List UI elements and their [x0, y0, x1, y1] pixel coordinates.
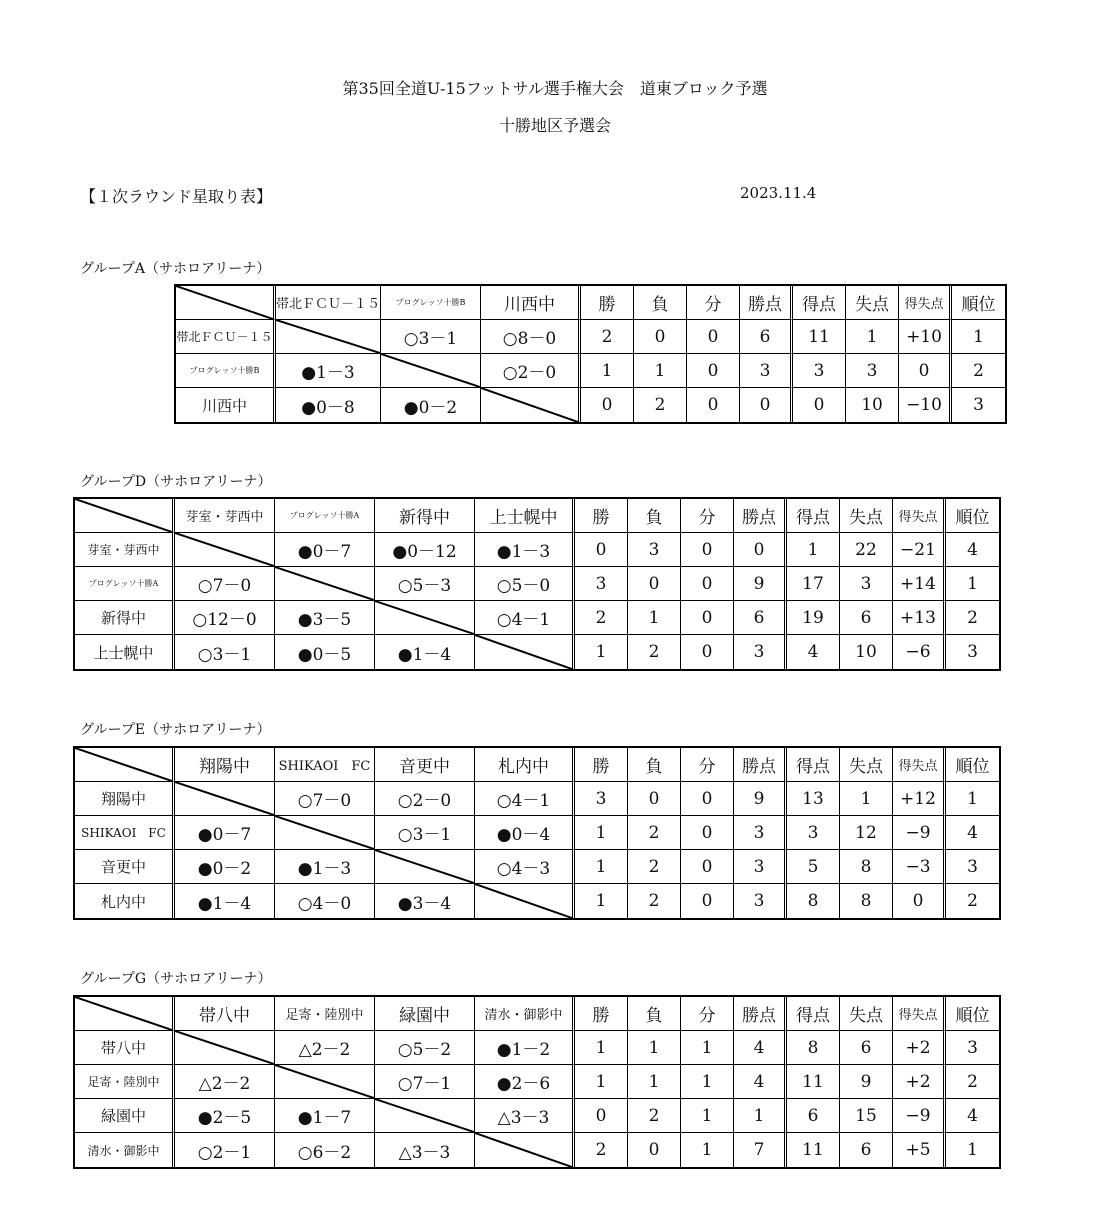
stat-value: 0 — [899, 354, 952, 388]
table-header-row — [176, 286, 1005, 320]
match-result: ○2－0 — [375, 782, 475, 816]
stat-header: 勝点 — [734, 748, 787, 782]
match-result: ●0－12 — [375, 533, 475, 567]
stat-value: 0 — [681, 533, 734, 567]
match-result: ●1－3 — [275, 850, 375, 884]
match-result: ○7－1 — [375, 1065, 475, 1099]
stat-header: 分 — [681, 499, 734, 533]
table-row — [75, 533, 999, 567]
tournament-title: 第35回全道U-15フットサル選手権大会 道東ブロック予選 — [342, 79, 768, 98]
stat-value: 0 — [634, 320, 687, 354]
stat-value: 1 — [946, 782, 999, 816]
stat-value: 3 — [846, 354, 899, 388]
stat-value: 3 — [734, 850, 787, 884]
match-result: ○4－1 — [475, 782, 575, 816]
stat-value: 1 — [946, 567, 999, 601]
row-team-name: 新得中 — [75, 601, 175, 635]
corner-diagonal-cell — [176, 286, 276, 320]
stat-value: 6 — [840, 1031, 893, 1065]
stat-value: 2 — [628, 1099, 681, 1133]
stat-value: 1 — [581, 354, 634, 388]
match-result: △2－2 — [275, 1031, 375, 1065]
stat-value: 0 — [681, 567, 734, 601]
header-team-name: 札内中 — [475, 748, 575, 782]
stat-header: 負 — [628, 748, 681, 782]
stat-value: 8 — [840, 884, 893, 918]
stat-header: 分 — [681, 748, 734, 782]
self-match-diagonal-cell — [475, 635, 575, 669]
group-label: グループE（サホロアリーナ） — [80, 722, 271, 738]
stat-value: 3 — [973, 395, 984, 415]
stat-value: 10 — [840, 635, 893, 669]
row-team-name: 札内中 — [75, 884, 175, 918]
table-header-row — [75, 997, 999, 1031]
match-result: ○12－0 — [175, 601, 275, 635]
header-team-name: 帯八中 — [175, 997, 275, 1031]
self-match-diagonal-cell — [175, 533, 275, 567]
self-match-diagonal-cell — [475, 1133, 575, 1167]
table-row — [176, 320, 1005, 354]
stat-header: 得点 — [787, 499, 840, 533]
match-result: ●0－2 — [175, 850, 275, 884]
match-result: ○7－0 — [175, 567, 275, 601]
stat-value: 2 — [581, 320, 634, 354]
stat-value: 0 — [687, 354, 740, 388]
self-match-diagonal-cell — [175, 1031, 275, 1065]
stat-value: 1 — [681, 1031, 734, 1065]
row-team-name: プログレッソ十勝A — [75, 567, 175, 601]
match-result: ○4－0 — [275, 884, 375, 918]
stat-value: 0 — [575, 533, 628, 567]
stat-value: 2 — [952, 354, 1005, 388]
self-match-diagonal-cell — [381, 354, 481, 388]
stat-value: +2 — [893, 1031, 946, 1065]
stat-value: −10 — [899, 388, 952, 422]
header-team-name: 帯北ＦＣＵ－１５ — [276, 286, 381, 320]
match-result: ●0－7 — [175, 816, 275, 850]
stat-value: 0 — [793, 388, 846, 422]
tournament-subtitle: 十勝地区予選会 — [498, 116, 611, 135]
self-match-diagonal-cell — [275, 816, 375, 850]
match-result: ●1－7 — [275, 1099, 375, 1133]
stat-value: 8 — [787, 884, 840, 918]
match-result: ●1－4 — [375, 635, 475, 669]
match-result: ○6－2 — [275, 1133, 375, 1167]
stat-value: 2 — [946, 601, 999, 635]
stat-value: 3 — [575, 782, 628, 816]
header-team-name: 川西中 — [481, 286, 581, 320]
standings-table — [73, 497, 1001, 671]
stat-value: 0 — [581, 388, 634, 422]
row-team-name: 帯八中 — [75, 1031, 175, 1065]
stat-header: 勝 — [581, 286, 634, 320]
stat-value: 6 — [840, 601, 893, 635]
row-team-name: 音更中 — [75, 850, 175, 884]
stat-value: 0 — [893, 884, 946, 918]
table-row — [75, 850, 999, 884]
stat-value: 0 — [628, 1133, 681, 1167]
table-row — [75, 816, 999, 850]
stat-value: 0 — [575, 1099, 628, 1133]
stat-header: 得失点 — [899, 286, 952, 320]
header-team-name: 音更中 — [375, 748, 475, 782]
stat-value: 4 — [734, 1031, 787, 1065]
stat-value: 3 — [575, 567, 628, 601]
header-team-name: プログレッソ十勝A — [275, 499, 375, 533]
match-result: ●1－3 — [276, 354, 381, 388]
stat-value: 1 — [681, 1099, 734, 1133]
group-label: グループG（サホロアリーナ） — [80, 971, 272, 987]
stat-value: 8 — [787, 1031, 840, 1065]
stat-value: 1 — [967, 1140, 978, 1160]
stat-value: 0 — [681, 601, 734, 635]
standings-table — [73, 995, 1001, 1169]
stat-value: 0 — [628, 782, 681, 816]
stat-value: 2 — [946, 1065, 999, 1099]
table-header-row — [75, 748, 999, 782]
stat-value: 1 — [681, 1065, 734, 1099]
stat-value: 6 — [840, 1133, 893, 1167]
standings-table — [174, 284, 1007, 424]
stat-header: 順位 — [946, 997, 999, 1031]
stat-value: 9 — [734, 782, 787, 816]
stat-value: 11 — [787, 1065, 840, 1099]
stat-value: 3 — [793, 354, 846, 388]
header-team-name: 清水・御影中 — [475, 997, 575, 1031]
stat-header: 失点 — [846, 286, 899, 320]
stat-value: −6 — [893, 635, 946, 669]
stat-value: 3 — [946, 1031, 999, 1065]
corner-diagonal-cell — [75, 997, 175, 1031]
row-team-name: 清水・御影中 — [75, 1133, 175, 1167]
match-result: △3－3 — [375, 1133, 475, 1167]
stat-value: 3 — [967, 642, 978, 662]
stat-value: 1 — [575, 884, 628, 918]
corner-diagonal-cell — [75, 499, 175, 533]
match-result: ○2－0 — [481, 354, 581, 388]
match-result: ○8－0 — [481, 320, 581, 354]
stat-value: 0 — [687, 320, 740, 354]
group-label: グループA（サホロアリーナ） — [80, 261, 271, 277]
match-result: ●3－4 — [375, 884, 475, 918]
stat-value: 0 — [628, 567, 681, 601]
stat-header: 順位 — [946, 748, 999, 782]
stat-value: 5 — [787, 850, 840, 884]
stat-value: +14 — [893, 567, 946, 601]
stat-header: 負 — [628, 997, 681, 1031]
stat-header: 勝 — [575, 748, 628, 782]
stat-value: 8 — [840, 850, 893, 884]
stat-header: 勝点 — [734, 499, 787, 533]
self-match-diagonal-cell — [275, 1065, 375, 1099]
stat-value: 0 — [681, 884, 734, 918]
stat-value: 11 — [787, 1133, 840, 1167]
stat-value: −21 — [893, 533, 946, 567]
stat-value: +10 — [899, 320, 952, 354]
stat-value: 0 — [734, 533, 787, 567]
stat-value: 3 — [787, 816, 840, 850]
stat-value: 1 — [628, 601, 681, 635]
stat-value: 0 — [681, 782, 734, 816]
table-row — [75, 884, 999, 918]
stat-value: 1 — [575, 816, 628, 850]
stat-value: 0 — [687, 388, 740, 422]
stat-header: 勝点 — [734, 997, 787, 1031]
stat-header: 分 — [681, 997, 734, 1031]
header-team-name: 上士幌中 — [475, 499, 575, 533]
table-row — [176, 354, 1005, 388]
stat-value: 0 — [740, 388, 793, 422]
stat-value: 10 — [846, 388, 899, 422]
header-team-name: 緑園中 — [375, 997, 475, 1031]
row-team-name: 川西中 — [176, 388, 276, 422]
stat-value: 11 — [793, 320, 846, 354]
row-team-name: 緑園中 — [75, 1099, 175, 1133]
stat-value: 0 — [681, 850, 734, 884]
match-result: ●0－8 — [276, 388, 381, 422]
row-team-name: 翔陽中 — [75, 782, 175, 816]
stat-value: +2 — [893, 1065, 946, 1099]
stat-header: 順位 — [946, 499, 999, 533]
stat-value: +5 — [893, 1133, 946, 1167]
header-team-name: 足寄・陸別中 — [275, 997, 375, 1031]
stat-value: 1 — [628, 1031, 681, 1065]
match-result: ○5－3 — [375, 567, 475, 601]
stat-value: 1 — [840, 782, 893, 816]
match-result: ●0－5 — [275, 635, 375, 669]
stat-value: 22 — [840, 533, 893, 567]
stat-value: −3 — [893, 850, 946, 884]
stat-header: 分 — [687, 286, 740, 320]
stat-value: 9 — [734, 567, 787, 601]
stat-header: 勝 — [575, 997, 628, 1031]
stat-header: 失点 — [840, 748, 893, 782]
stat-header: 負 — [634, 286, 687, 320]
stat-value: 6 — [740, 320, 793, 354]
corner-diagonal-cell — [75, 748, 175, 782]
self-match-diagonal-cell — [475, 884, 575, 918]
stat-value: 0 — [681, 816, 734, 850]
table-row — [176, 388, 1005, 422]
stat-value: 3 — [946, 850, 999, 884]
stat-value: +13 — [893, 601, 946, 635]
stat-value: 2 — [575, 1133, 628, 1167]
stat-header: 負 — [628, 499, 681, 533]
table-row — [75, 567, 999, 601]
stat-value: 9 — [840, 1065, 893, 1099]
match-result: ●1－3 — [475, 533, 575, 567]
stat-header: 得点 — [787, 997, 840, 1031]
match-result: ●0－4 — [475, 816, 575, 850]
match-result: ○4－3 — [475, 850, 575, 884]
stat-value: 19 — [787, 601, 840, 635]
match-result: △3－3 — [475, 1099, 575, 1133]
table-row — [75, 635, 999, 669]
stat-header: 得失点 — [893, 748, 946, 782]
match-result: ○4－1 — [475, 601, 575, 635]
match-result: ○3－1 — [175, 635, 275, 669]
stat-header: 失点 — [840, 997, 893, 1031]
header-team-name: プログレッソ十勝B — [381, 286, 481, 320]
stat-value: 1 — [634, 354, 687, 388]
stat-value: 3 — [734, 816, 787, 850]
stat-value: −9 — [893, 1099, 946, 1133]
stat-value: 4 — [946, 816, 999, 850]
self-match-diagonal-cell — [375, 850, 475, 884]
match-result: ○3－1 — [375, 816, 475, 850]
stat-value: 2 — [628, 635, 681, 669]
table-row — [75, 1031, 999, 1065]
row-team-name: 芽室・芽西中 — [75, 533, 175, 567]
header-team-name: 翔陽中 — [175, 748, 275, 782]
match-result: ●2－5 — [175, 1099, 275, 1133]
stat-value: 1 — [952, 320, 1005, 354]
stat-value: 1 — [846, 320, 899, 354]
row-team-name: 足寄・陸別中 — [75, 1065, 175, 1099]
event-date: 2023.11.4 — [740, 184, 817, 202]
match-result: ●1－2 — [475, 1031, 575, 1065]
match-result: ●0－2 — [381, 388, 481, 422]
stat-value: 4 — [734, 1065, 787, 1099]
table-row — [75, 1099, 999, 1133]
group-label: グループD（サホロアリーナ） — [80, 474, 272, 490]
stat-value: 4 — [787, 635, 840, 669]
stat-value: 6 — [787, 1099, 840, 1133]
stat-value: 1 — [575, 635, 628, 669]
stat-value: 2 — [967, 891, 978, 911]
stat-value: 1 — [628, 1065, 681, 1099]
stat-value: 13 — [787, 782, 840, 816]
header-team-name: SHIKAOI FC — [275, 748, 375, 782]
stat-value: 2 — [628, 884, 681, 918]
match-result: ○5－0 — [475, 567, 575, 601]
stat-value: 1 — [575, 1065, 628, 1099]
stat-value: 7 — [734, 1133, 787, 1167]
row-team-name: SHIKAOI FC — [75, 816, 175, 850]
table-row — [75, 1065, 999, 1099]
match-result: ●1－4 — [175, 884, 275, 918]
stat-value: 3 — [840, 567, 893, 601]
header-team-name: 芽室・芽西中 — [175, 499, 275, 533]
stat-value: 2 — [628, 850, 681, 884]
standings-table — [73, 746, 1001, 920]
stat-value: 4 — [946, 1099, 999, 1133]
match-result: ●0－7 — [275, 533, 375, 567]
stat-header: 失点 — [840, 499, 893, 533]
stat-value: 12 — [840, 816, 893, 850]
stat-value: 2 — [575, 601, 628, 635]
stat-value: 4 — [946, 533, 999, 567]
stat-header: 得失点 — [893, 997, 946, 1031]
header-team-name: 新得中 — [375, 499, 475, 533]
stat-header: 順位 — [952, 286, 1005, 320]
self-match-diagonal-cell — [276, 320, 381, 354]
match-result: △2－2 — [175, 1065, 275, 1099]
stat-value: 17 — [787, 567, 840, 601]
match-result: ●3－5 — [275, 601, 375, 635]
self-match-diagonal-cell — [375, 1099, 475, 1133]
stat-value: 15 — [840, 1099, 893, 1133]
table-header-row — [75, 499, 999, 533]
match-result: ○3－1 — [381, 320, 481, 354]
stat-header: 得点 — [793, 286, 846, 320]
row-team-name: プログレッソ十勝B — [176, 354, 276, 388]
stat-value: 1 — [575, 1031, 628, 1065]
stat-value: 1 — [681, 1133, 734, 1167]
stat-header: 勝点 — [740, 286, 793, 320]
match-result: ○2－1 — [175, 1133, 275, 1167]
match-result: ●2－6 — [475, 1065, 575, 1099]
stat-value: 1 — [734, 1099, 787, 1133]
table-row — [75, 601, 999, 635]
stat-value: 3 — [734, 884, 787, 918]
self-match-diagonal-cell — [375, 601, 475, 635]
stat-value: 6 — [734, 601, 787, 635]
stat-value: 0 — [681, 635, 734, 669]
stat-value: 3 — [740, 354, 793, 388]
stat-value: 3 — [734, 635, 787, 669]
stat-value: 2 — [628, 816, 681, 850]
self-match-diagonal-cell — [275, 567, 375, 601]
stat-value: 1 — [575, 850, 628, 884]
row-team-name: 上士幌中 — [75, 635, 175, 669]
match-result: ○7－0 — [275, 782, 375, 816]
self-match-diagonal-cell — [175, 782, 275, 816]
standings-heading: 【１次ラウンド星取り表】 — [80, 187, 273, 206]
stat-value: 2 — [634, 388, 687, 422]
match-result: ○5－2 — [375, 1031, 475, 1065]
stat-value: +12 — [893, 782, 946, 816]
table-row — [75, 1133, 999, 1167]
row-team-name: 帯北ＦＣＵ－１５ — [176, 320, 276, 354]
stat-value: 1 — [787, 533, 840, 567]
table-row — [75, 782, 999, 816]
stat-value: −9 — [893, 816, 946, 850]
stat-header: 得失点 — [893, 499, 946, 533]
self-match-diagonal-cell — [481, 388, 581, 422]
stat-value: 3 — [628, 533, 681, 567]
stat-header: 得点 — [787, 748, 840, 782]
stat-header: 勝 — [575, 499, 628, 533]
